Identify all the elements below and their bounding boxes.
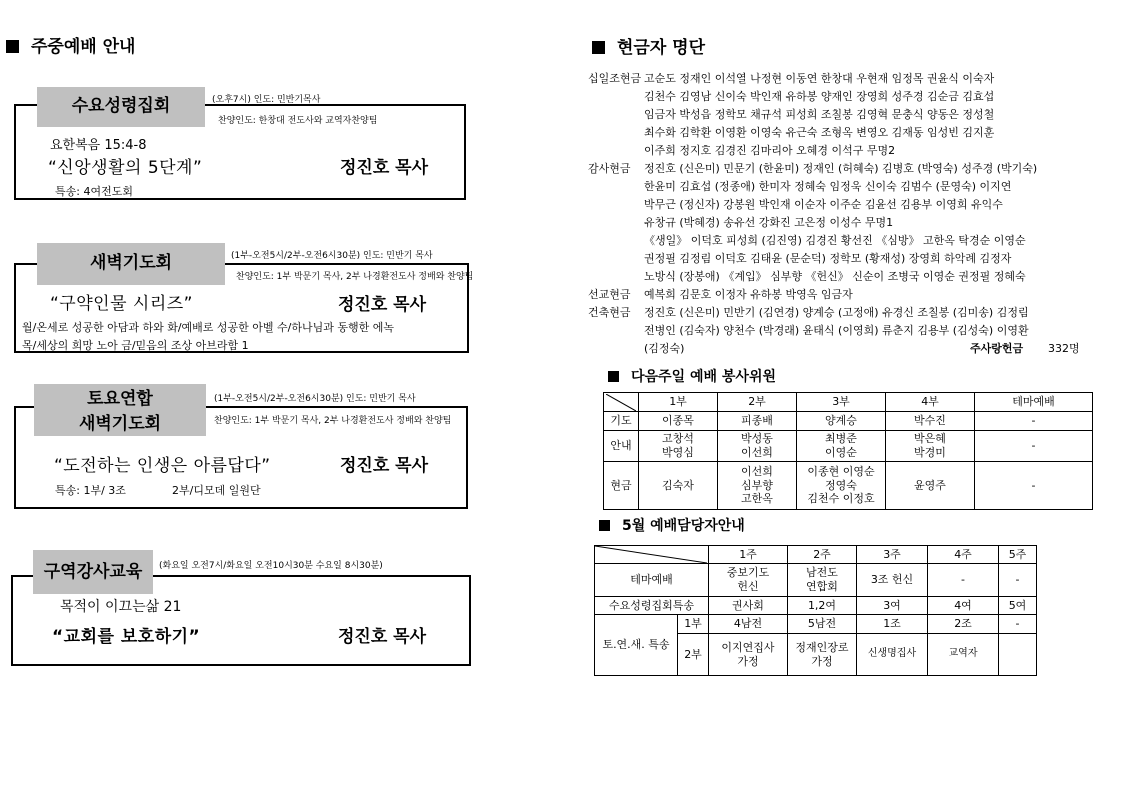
wed-note-praise: 찬양인도: 한창대 전도사와 교역자찬양팀 bbox=[218, 116, 378, 126]
thanks-row: 권정필 김정림 이덕호 김태윤 (문순덕) 정학모 (황재성) 장영희 하악례 김정자 bbox=[644, 252, 1012, 265]
table-cell: 이선희 심부향 고한옥 bbox=[718, 462, 797, 510]
may-schedule-title: 5월 예배담당자안내 bbox=[599, 515, 745, 535]
col-header: 1주 bbox=[709, 546, 788, 564]
thanks-row: 노방식 (장봉애) 《계입》 심부향 《헌신》 신순이 조병국 이영순 권정필 정혜숙 bbox=[644, 270, 1026, 283]
table-cell: 양계승 bbox=[797, 412, 886, 431]
volunteer-table bbox=[603, 392, 1093, 510]
square-bullet-icon bbox=[592, 41, 605, 54]
table-cell: 최병준 이영순 bbox=[797, 431, 886, 462]
row-role: 안내 bbox=[604, 431, 639, 462]
table-cell: 박은혜 박경미 bbox=[886, 431, 975, 462]
edu-note-time: (화요일 오전7시/화요일 오전10시30분 수요일 8시30분) bbox=[159, 561, 383, 571]
table-cell: 박성동 이선희 bbox=[718, 431, 797, 462]
table-cell: 윤영주 bbox=[886, 462, 975, 510]
table-cell: 권사회 bbox=[709, 597, 788, 615]
mission-row: 예복희 김문호 이정자 유하봉 박영옥 임금자 bbox=[644, 288, 853, 301]
diagonal-line-icon bbox=[606, 394, 636, 411]
table-cell: 박수진 bbox=[886, 412, 975, 431]
table-cell: 4남전 bbox=[709, 615, 788, 634]
wed-tab: 수요성령집회 bbox=[37, 87, 205, 127]
row-label: 테마예배 bbox=[595, 564, 709, 597]
row-role: 기도 bbox=[604, 412, 639, 431]
dawn-note-praise: 찬양인도: 1부 박문기 목사, 2부 나경환전도사 정배와 찬양팀 bbox=[236, 272, 474, 282]
col-header: 5주 bbox=[999, 546, 1037, 564]
dawn-preacher: 정진호 목사 bbox=[338, 295, 427, 315]
table-cell: 이종목 bbox=[639, 412, 718, 431]
wed-special: 특송: 4여전도회 bbox=[55, 185, 133, 198]
dawn-schedule-line-1: 월/온세로 성공한 아담과 하와 화/예배로 성공한 아벨 수/하나님과 동행한 에녹 bbox=[22, 321, 394, 334]
table-cell: 3조 헌신 bbox=[857, 564, 928, 597]
next-week-title: 다음주일 예배 봉사위원 bbox=[608, 366, 776, 386]
edu-theme: “교회를 보호하기” bbox=[52, 627, 201, 647]
sat-tab-line-1: 토요연합 bbox=[87, 389, 153, 409]
table-cell: - bbox=[975, 462, 1093, 510]
table-cell: 김숙자 bbox=[639, 462, 718, 510]
table-cell: 고창석 박영심 bbox=[639, 431, 718, 462]
tithe-label: 십일조현금 bbox=[588, 72, 642, 85]
mission-label: 선교현금 bbox=[588, 288, 631, 301]
sat-note-leader: (1부-오전5시/2부-오전6시30분) 인도: 민반기 목사 bbox=[214, 394, 416, 404]
table-cell: 5여 bbox=[999, 597, 1037, 615]
building-row: 전병인 (김숙자) 양천수 (박경래) 윤태식 (이영희) 류춘지 김용부 (김성숙) 이영환 bbox=[644, 324, 1029, 337]
table-cell: 1,2여 bbox=[788, 597, 857, 615]
square-bullet-icon bbox=[608, 371, 619, 382]
edu-preacher: 정진호 목사 bbox=[338, 627, 427, 647]
thanks-label: 감사현금 bbox=[588, 162, 631, 175]
diagonal-line-icon bbox=[595, 546, 707, 563]
wed-preacher: 정진호 목사 bbox=[340, 158, 429, 178]
dawn-theme: “구약인물 시리즈” bbox=[50, 294, 193, 314]
sat-special-2: 2부/디모데 일원단 bbox=[172, 484, 261, 497]
sat-theme: “도전하는 인생은 아름답다” bbox=[54, 456, 271, 476]
building-row: 정진호 (신은미) 민반기 (김연경) 양계승 (고정애) 유경신 조칠봉 (김미송) 김정림 bbox=[644, 306, 1029, 319]
thanks-row: 정진호 (신은미) 민문기 (한윤미) 정재인 (허혜숙) 김병호 (박영숙) 성주경 (박기숙) bbox=[644, 162, 1038, 175]
row-label: 수요성령집회특송 bbox=[595, 597, 709, 615]
col-header: 테마예배 bbox=[975, 393, 1093, 412]
sat-note-praise: 찬양인도: 1부 박문기 목사, 2부 나경환전도사 정배와 찬양팀 bbox=[214, 416, 452, 426]
offering-list-title: 현금자 명단 bbox=[592, 33, 705, 58]
dawn-note-leader: (1부-오전5시/2부-오전6시30분) 인도: 민반기 목사 bbox=[231, 251, 433, 261]
table-cell: 이지연집사 가정 bbox=[709, 634, 788, 676]
corner-cell bbox=[595, 546, 709, 564]
edu-scripture: 목적이 이끄는삶 21 bbox=[60, 599, 182, 615]
row-role: 현금 bbox=[604, 462, 639, 510]
tithe-row: 임금자 박성읍 정학모 채규석 피성희 조칠봉 김영혁 문충식 양동은 정성철 bbox=[644, 108, 995, 121]
table-cell: - bbox=[999, 615, 1037, 634]
corner-cell bbox=[604, 393, 639, 412]
table-cell: 교역자 bbox=[928, 634, 999, 676]
thanks-row: 한윤미 김효섭 (정종애) 한미자 정혜숙 임정욱 신이숙 김범수 (문영숙) 이지연 bbox=[644, 180, 1012, 193]
col-header: 3부 bbox=[797, 393, 886, 412]
table-cell: 정재인장로 가정 bbox=[788, 634, 857, 676]
table-cell: - bbox=[975, 412, 1093, 431]
building-label: 건축현금 bbox=[588, 306, 631, 319]
table-cell: 3여 bbox=[857, 597, 928, 615]
sat-preacher: 정진호 목사 bbox=[340, 456, 429, 476]
dawn-schedule-line-2: 목/세상의 희망 노아 금/믿음의 조상 아브라함 1 bbox=[22, 339, 249, 352]
tithe-row: 최수화 김학환 이영환 이영숙 유근숙 조형옥 변영오 김재동 임성빈 김지훈 bbox=[644, 126, 995, 139]
col-header: 3주 bbox=[857, 546, 928, 564]
wed-theme: “신앙생활의 5단계” bbox=[48, 158, 203, 178]
col-header: 4부 bbox=[886, 393, 975, 412]
thanks-row: 《생일》 이덕호 피성희 (김진영) 김경진 황선진 《심방》 고한옥 탁경순 이영순 bbox=[644, 234, 1026, 247]
table-cell: 5남전 bbox=[788, 615, 857, 634]
wed-note-leader: (오후7시) 인도: 민반기목사 bbox=[212, 95, 321, 105]
col-header: 4주 bbox=[928, 546, 999, 564]
row-label: 토.연.새. 특송 bbox=[595, 615, 678, 676]
sat-special-1: 특송: 1부/ 3조 bbox=[55, 484, 126, 497]
table-cell bbox=[999, 634, 1037, 676]
tithe-row: 김천수 김영남 신이숙 박인재 유하봉 양재인 장영희 성주경 김순금 김효섭 bbox=[644, 90, 995, 103]
wed-scripture: 요한복음 15:4-8 bbox=[50, 138, 147, 153]
row-sublabel: 1부 bbox=[678, 615, 709, 634]
col-header: 2주 bbox=[788, 546, 857, 564]
building-row: (김정숙) bbox=[644, 342, 685, 355]
sat-tab bbox=[34, 384, 206, 436]
table-cell: - bbox=[999, 564, 1037, 597]
weekday-worship-title: 주중예배 안내 bbox=[6, 32, 135, 57]
table-cell: 신생명집사 bbox=[857, 634, 928, 676]
tithe-row: 이주희 정지호 김경진 김마리아 오혜경 이석구 무명2 bbox=[644, 144, 896, 157]
table-cell: 4여 bbox=[928, 597, 999, 615]
col-header: 2부 bbox=[718, 393, 797, 412]
sat-tab-line-2: 새벽기도회 bbox=[78, 413, 162, 434]
edu-tab: 구역강사교육 bbox=[33, 550, 153, 594]
row-sublabel: 2부 bbox=[678, 634, 709, 676]
table-cell: 1조 bbox=[857, 615, 928, 634]
table-cell: - bbox=[928, 564, 999, 597]
thanks-row: 박무근 (정신자) 강봉원 박인재 이순자 이주순 김윤선 김용부 이영희 유익수 bbox=[644, 198, 1003, 211]
tithe-row: 고순도 정재인 이석열 나정현 이동연 한창대 우현재 임정목 권윤식 이숙자 bbox=[644, 72, 995, 85]
may-schedule-table bbox=[594, 545, 1037, 676]
square-bullet-icon bbox=[599, 520, 610, 531]
table-cell: 피종배 bbox=[718, 412, 797, 431]
total-label: 주사랑헌금 bbox=[970, 342, 1024, 355]
table-cell: - bbox=[975, 431, 1093, 462]
table-cell: 이종현 이영순 정영숙 김천수 이정호 bbox=[797, 462, 886, 510]
col-header: 1부 bbox=[639, 393, 718, 412]
square-bullet-icon bbox=[6, 40, 19, 53]
table-cell: 2조 bbox=[928, 615, 999, 634]
thanks-row: 유창규 (박혜경) 송유선 강화진 고은정 이성수 무명1 bbox=[644, 216, 894, 229]
table-cell: 남전도 연합회 bbox=[788, 564, 857, 597]
dawn-tab: 새벽기도회 bbox=[37, 243, 225, 285]
table-cell: 중보기도 헌신 bbox=[709, 564, 788, 597]
total-value: 332명 bbox=[1048, 342, 1080, 355]
